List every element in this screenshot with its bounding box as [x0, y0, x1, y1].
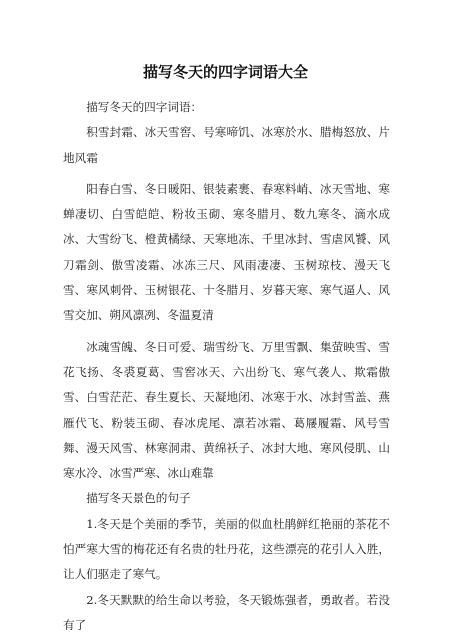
paragraph-intro-heading: 描写冬天的四字词语： — [86, 100, 203, 114]
document-body — [63, 95, 390, 638]
paragraph-sentences-heading: 描写冬天景色的句子 — [86, 491, 191, 506]
paragraph-sentence-2: 2.冬天默默的给生命以考验，冬天锻炼强者，勇敢者。若没有了 — [63, 592, 390, 632]
paragraph-sentence-1: 1.冬天是个美丽的季节，美丽的似血杜鹃鲜红艳丽的茶花不怕严寒大雪的梅花还有名贵的牡丹花，这些漂亮的花引人入胜，让人们驱走了寒气。 — [63, 516, 390, 582]
document-title: 描写冬天的四字词语大全 — [142, 63, 308, 81]
paragraph-word-list-1: 积雪封霜、冰天雪窖、号寒啼饥、冰寒於水、腊梅怒放、片地风霜 — [63, 125, 390, 165]
paragraph-word-list-3: 冰魂雪魄、冬日可爱、瑞雪纷飞、万里雪飘、集萤映雪、雪花飞扬、冬裘夏葛、雪窖冰天、六出纷飞、寒气袭人、欺霜傲雪、白雪茫茫、春生夏长、天凝地闭、冰寒于水、冰封雪盖、燕雁代飞、粉装玉砌、春冰虎尾、凛若冰霜、葛屦履霜、风号雪舞、漫天风雪、林寒洞肃、黄绵袄子、冰封大地、寒风侵肌、山寒水冷、冰雪严寒、冰山难靠 — [63, 339, 390, 481]
paragraph-word-list-2: 阳春白雪、冬日暖阳、银装素裹、春寒料峭、冰天雪地、寒蝉凄切、白雪皑皑、粉妆玉砌、寒冬腊月、数九寒冬、滴水成冰、大雪纷飞、橙黄橘绿、天寒地冻、千里冰封、雪虐风饕、风刀霜剑、傲雪凌霜、冰冻三尺、风雨凄凄、玉树琼枝、漫天飞雪、寒风刺骨、玉树银花、十冬腊月、岁暮天寒、寒气逼人、风雪交加、朔风凛冽、冬温夏清 — [63, 181, 390, 323]
